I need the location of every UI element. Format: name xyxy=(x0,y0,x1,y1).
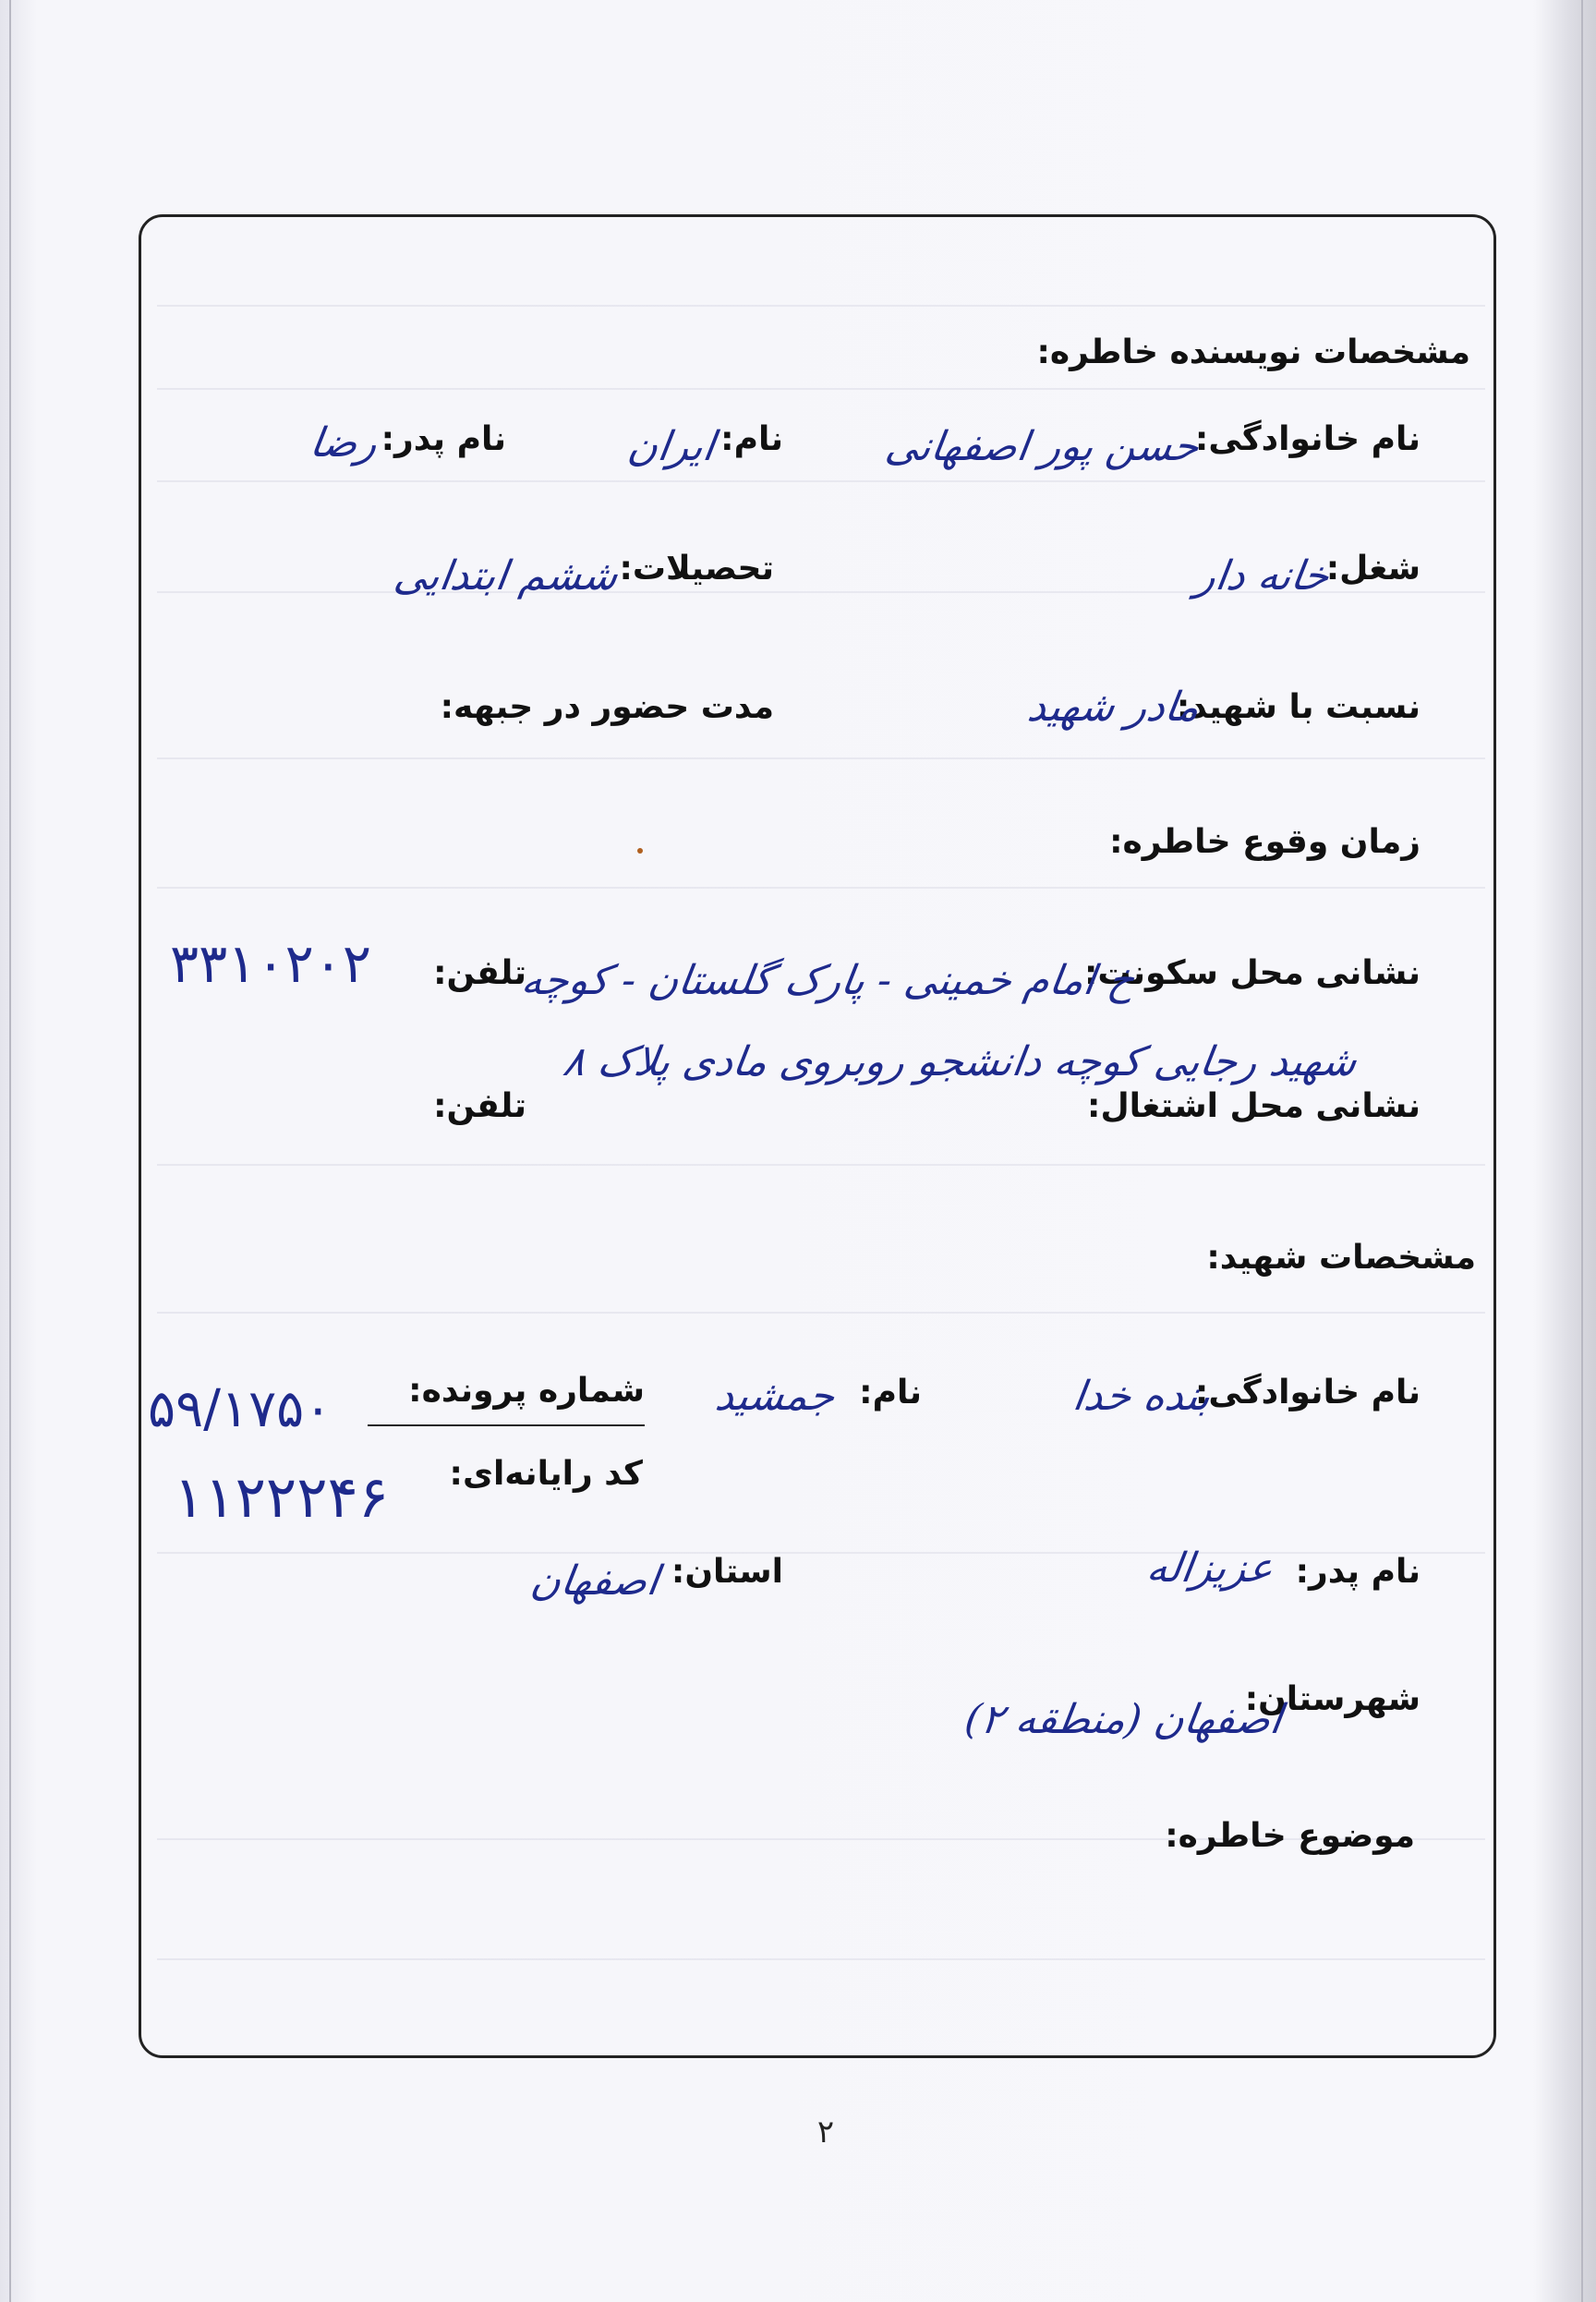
martyr-father-value: عزیزاله xyxy=(1143,1545,1276,1592)
writer-father-value: رضا xyxy=(307,419,381,466)
writer-relation-label: نسبت با شهید: xyxy=(1176,688,1421,726)
writer-job-value: خانه دار xyxy=(1191,552,1332,600)
writer-family-name-value: حسن پور اصفهانی xyxy=(882,423,1203,470)
martyr-computer-code-label: کد رایانه‌ای: xyxy=(449,1455,643,1493)
writer-family-name-label: نام خانوادگی: xyxy=(1194,420,1421,458)
martyr-file-number-value: ۵۹/۱۷۵۰ xyxy=(148,1379,332,1439)
ink-speck xyxy=(637,848,643,854)
writer-section-title: مشخصات نویسنده خاطره: xyxy=(1036,333,1470,371)
martyr-name-label: نام: xyxy=(859,1374,922,1411)
martyr-section-title: مشخصات شهید: xyxy=(1206,1239,1476,1277)
writer-work-address-label: نشانی محل اشتغال: xyxy=(1087,1087,1421,1125)
martyr-family-name-value: بنده خدا xyxy=(1070,1373,1214,1420)
page-edge-left xyxy=(9,0,11,2302)
martyr-father-label: نام پدر: xyxy=(1295,1553,1421,1591)
file-number-underline xyxy=(368,1424,645,1426)
writer-home-address-label: نشانی محل سکونت: xyxy=(1084,954,1421,992)
martyr-city-value: اصفهان (منطقه ۲) xyxy=(961,1696,1286,1743)
writer-memory-time-label: زمان وقوع خاطره: xyxy=(1109,823,1421,861)
writer-home-phone-value: ۳۳۱۰۲۰۲ xyxy=(170,932,372,995)
writer-job-label: شغل: xyxy=(1325,550,1421,588)
martyr-name-value: جمشید xyxy=(712,1373,838,1420)
martyr-province-label: استان: xyxy=(671,1553,783,1591)
writer-education-value: ششم ابتدایی xyxy=(391,552,621,600)
writer-name-label: نام: xyxy=(720,420,783,458)
writer-education-label: تحصیلات: xyxy=(619,550,774,588)
martyr-city-label: شهرستان: xyxy=(1244,1680,1421,1718)
writer-home-address-value-2: شهید رجایی کوچه دانشجو روبروی مادی پلاک ۸ xyxy=(560,1038,1360,1085)
writer-home-address-value-1: خ امام خمینی - پارک گلستان - کوچه xyxy=(518,957,1138,1004)
martyr-file-number-label: شماره پرونده: xyxy=(408,1372,645,1410)
martyr-province-value: اصفهان xyxy=(527,1557,662,1605)
page-number: ۲ xyxy=(816,2114,835,2151)
form-frame xyxy=(139,214,1496,2058)
writer-work-phone-label: تلفن: xyxy=(433,1087,526,1125)
martyr-computer-code-value: ۱۱۲۲۲۴۶ xyxy=(174,1463,390,1531)
martyr-family-name-label: نام خانوادگی: xyxy=(1194,1374,1421,1411)
page-edge-right xyxy=(1581,0,1583,2302)
writer-father-label: نام پدر: xyxy=(381,420,506,458)
writer-home-phone-label: تلفن: xyxy=(433,954,526,992)
writer-relation-value: مادر شهید xyxy=(1024,684,1203,731)
martyr-topic-label: موضوع خاطره: xyxy=(1165,1817,1415,1855)
writer-front-duration-label: مدت حضور در جبهه: xyxy=(440,688,774,726)
writer-name-value: ایران xyxy=(624,423,718,470)
